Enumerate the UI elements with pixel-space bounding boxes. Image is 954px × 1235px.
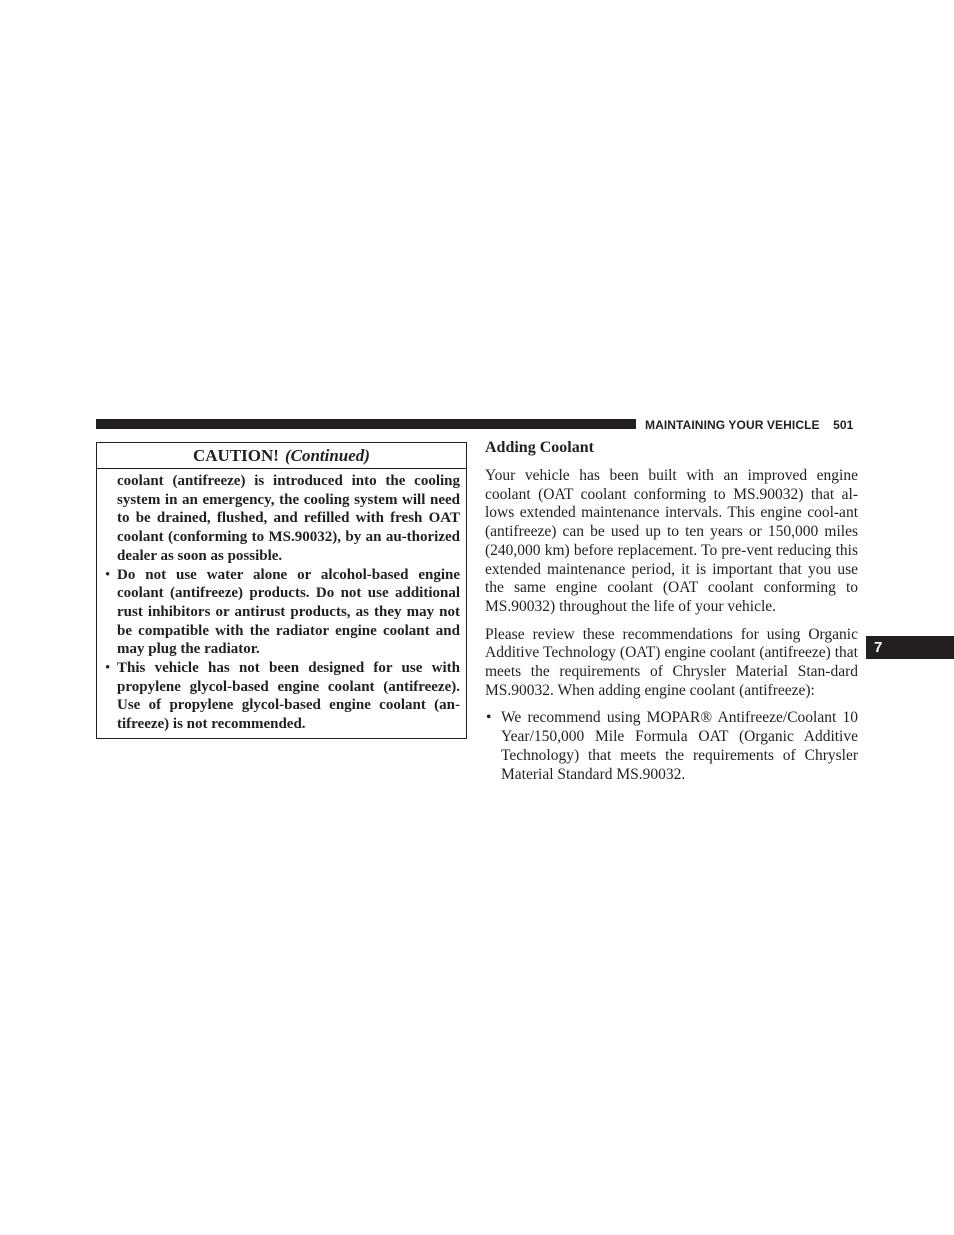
adding-coolant-section — [485, 438, 858, 784]
chapter-number: 7 — [874, 639, 883, 656]
caution-box — [96, 442, 467, 739]
caution-list — [117, 566, 460, 734]
header-rule — [96, 419, 636, 429]
caution-intro: coolant (antifreeze) is introduced into the cooling system in an emergency, the cooling system will need to be drained, flushed, and refilled with fresh OAT coolant (conforming to MS.90032), by an au-thorized dealer as soon as possible. — [117, 473, 460, 564]
caution-label: CAUTION! — [193, 446, 279, 465]
section-paragraph: Please review these recommendations for using Organic Additive Technology (OAT) engine coolant (antifreeze) that meets the requirements of Chrysler Material Stan-dard MS.90032. When adding engine coolant (antifreeze): — [485, 625, 858, 699]
page-number: 501 — [833, 418, 854, 432]
chapter-tab — [866, 636, 954, 659]
section-paragraph: Your vehicle has been built with an improved engine coolant (OAT coolant conforming to MS.90032) that al-lows extended maintenance intervals. This engine cool-ant (antifreeze) can be used up to ten years or 150,000 miles (240,000 km) before replacement. To pre-vent reducing this extended maintenance period, it is important that you use the same engine coolant (OAT coolant conforming to MS.90032) throughout the life of your vehicle. — [485, 467, 858, 615]
caution-body — [97, 469, 466, 734]
recommendation-item: • We recommend using MOPAR® Antifreeze/Coolant 10 Year/150,000 Mile Formula OAT (Organic Additive Technology) that meets the requirements of Chrysler Material Standard MS.90032. — [485, 709, 858, 784]
caution-bullet: • Do not use water alone or alcohol-based engine coolant (antifreeze) products. Do not use additional rust inhibitors or antirust products, as they may not be compatible with the radiator engine coolant and may plug the radiator. — [117, 566, 460, 660]
caution-title — [97, 443, 466, 469]
caution-continued: (Continued) — [284, 446, 370, 465]
caution-bullet: • This vehicle has not been designed for use with propylene glycol-based engine coolant (antifreeze). Use of propylene glycol-based engine coolant (an-tifreeze) is not recommended. — [117, 659, 460, 734]
recommendation-list — [485, 709, 858, 784]
section-heading: Adding Coolant — [485, 439, 594, 456]
running-header — [645, 417, 858, 433]
section-title: MAINTAINING YOUR VEHICLE — [645, 418, 820, 432]
